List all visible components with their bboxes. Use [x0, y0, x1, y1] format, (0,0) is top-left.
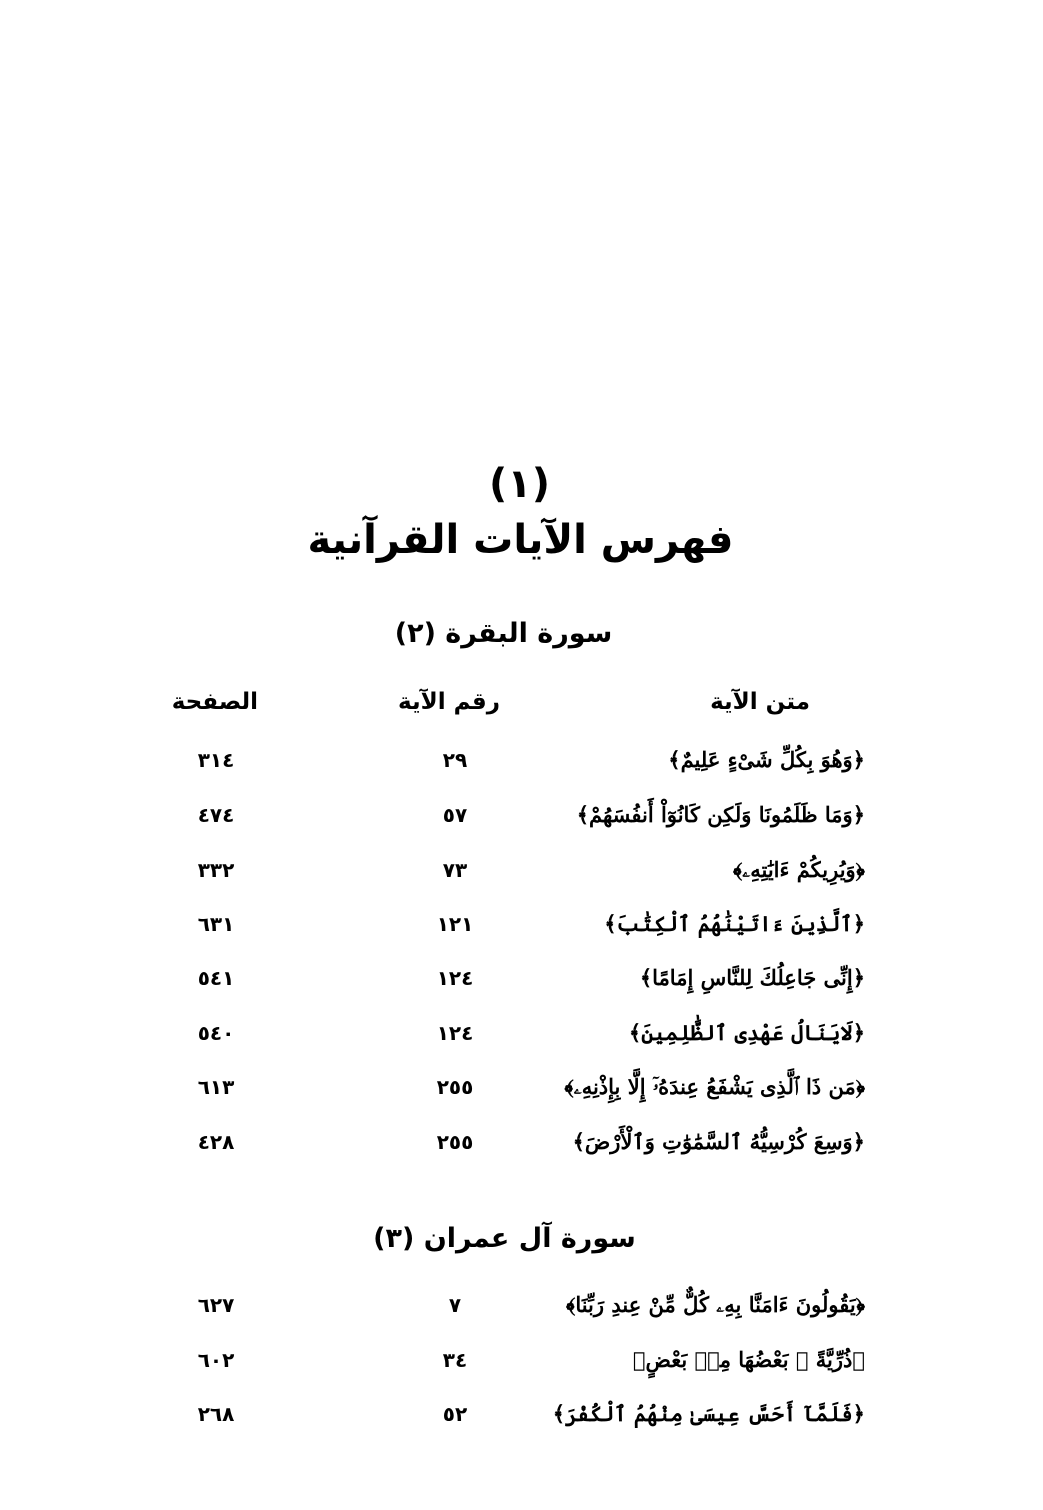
- surah-title: سورة آل عمران (٣): [373, 1223, 636, 1254]
- verse-text: ﴿ذُرِّيَّةً ۢ بَعْضُهَا مِنۢ بَعْضٍ﴾: [632, 1347, 865, 1372]
- page-number: ٦٣١: [197, 912, 235, 936]
- table-row: [0, 1285, 1043, 1325]
- page-number: ٦٢٧: [197, 1293, 235, 1317]
- table-row: [0, 1122, 1043, 1162]
- verse-number: ٢٥٥: [436, 1075, 474, 1099]
- page-number: ٣١٤: [197, 748, 235, 772]
- verse-text: ﴿وَهُوَ بِكُلِّ شَىْءٍ عَلِيمٌ﴾: [668, 747, 865, 772]
- verse-text: ﴿لَايَنَالُ عَهْدِى ٱلظَّٰلِمِينَ﴾: [628, 1020, 865, 1045]
- verse-number: ١٢١: [436, 912, 474, 936]
- page-number: ٦٠٢: [197, 1348, 235, 1372]
- verse-text: ﴿إِنِّى جَاعِلُكَ لِلنَّاسِ إِمَامًا﴾: [639, 965, 865, 990]
- page-title: فهرس الآيات القرآنية: [307, 517, 734, 563]
- verse-number: ٢٥٥: [436, 1130, 474, 1154]
- column-header-page: الصفحة: [171, 689, 258, 715]
- verse-number: ٧٣: [442, 858, 468, 882]
- verse-number: ١٢٤: [436, 966, 474, 990]
- table-row: [0, 958, 1043, 998]
- page-number: ٦١٣: [197, 1075, 235, 1099]
- verse-number: ٥٧: [442, 803, 468, 827]
- column-header-verse-number: رقم الآية: [398, 689, 500, 715]
- table-row: [0, 1340, 1043, 1380]
- page-number: ٥٤١: [197, 966, 235, 990]
- page-number: ٢٦٨: [197, 1402, 235, 1426]
- table-row: [0, 1394, 1043, 1434]
- verse-text: ﴿يَقُولُونَ ءَامَنَّا بِهِۦ كُلٌّ مِّنْ عِندِ رَبِّنَا﴾: [566, 1292, 865, 1317]
- verse-number: ٧: [448, 1293, 462, 1317]
- page-number: ٥٤٠: [197, 1021, 235, 1045]
- table-row: [0, 850, 1043, 890]
- verse-text: ﴿وَمَا ظَلَمُونَا وَلَكِن كَانُوٓاْ أَنفُسَهُمْ﴾: [576, 802, 865, 827]
- table-row: [0, 795, 1043, 835]
- verse-number: ٢٩: [442, 748, 468, 772]
- verse-number: ١٢٤: [436, 1021, 474, 1045]
- table-row: [0, 740, 1043, 780]
- verse-number: ٣٤: [442, 1348, 468, 1372]
- page-number: ٣٣٢: [197, 858, 235, 882]
- verse-text: ﴿وَيُرِيكُمْ ءَايَٰتِهِۦ﴾: [732, 857, 865, 882]
- table-row: [0, 904, 1043, 944]
- verse-text: ﴿ٱلَّذِينَ ءَاتَيْنَٰهُمُ ٱلْكِتَٰبَ﴾: [604, 911, 865, 936]
- verse-number: ٥٢: [442, 1402, 468, 1426]
- table-row: [0, 1067, 1043, 1107]
- page-number: ٤٢٨: [197, 1130, 235, 1154]
- page-number: ٤٧٤: [197, 803, 235, 827]
- column-header-verse: متن الآية: [710, 689, 810, 715]
- surah-title: سورة البقرة (٢): [394, 618, 613, 649]
- verse-text: ﴿فَلَمَّآ أَحَسَّ عِيسَىٰ مِنْهُمُ ٱلْكُفْرَ﴾: [552, 1401, 865, 1426]
- verse-text: ﴿وَسِعَ كُرْسِيُّهُ ٱلسَّمَٰوَٰتِ وَٱلْأَرْضَ﴾: [572, 1129, 865, 1154]
- verse-text: ﴿مَن ذَا ٱلَّذِى يَشْفَعُ عِندَهُۥٓ إِلَّا بِإِذْنِهِۦ﴾: [564, 1074, 865, 1099]
- index-number: (١): [489, 461, 550, 507]
- table-row: [0, 1013, 1043, 1053]
